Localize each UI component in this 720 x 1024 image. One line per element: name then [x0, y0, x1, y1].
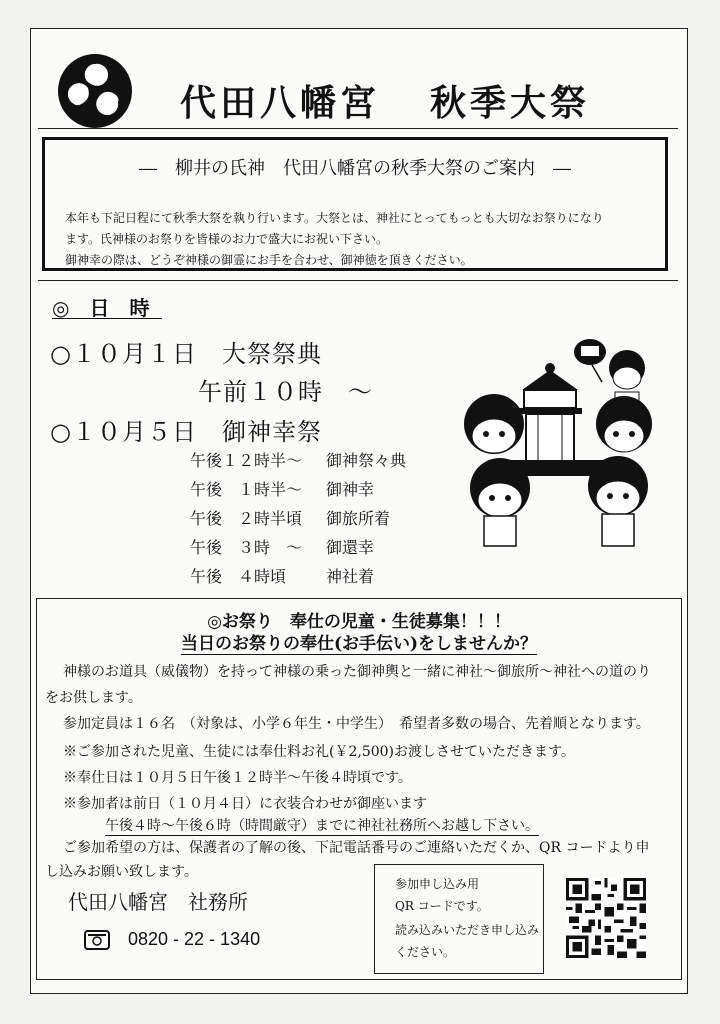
schedule-label: 御神祭々典 [326, 451, 407, 470]
recruitment-subtitle-text: 当日のお祭りの奉仕(お手伝い)をしませんか？ [180, 634, 538, 654]
schedule-time: 午後１２時半～ [190, 451, 303, 470]
event-2-title: ○１０月５日 御神幸祭 [50, 418, 322, 446]
schedule-heading-underline [52, 318, 162, 319]
intro-divider [38, 280, 678, 281]
office-name: 代田八幡宮 社務所 [68, 890, 248, 914]
qr-code-icon[interactable] [566, 878, 646, 962]
schedule-row [190, 506, 406, 535]
schedule-label: 神社着 [326, 567, 375, 586]
apply-instructions-2: し込みお願い致します。 [45, 864, 198, 880]
qr-note-box [374, 864, 544, 974]
note-fitting: ※参加者は前日（１０月４日）に衣装合わせが御座います [63, 796, 427, 812]
schedule-label: 御旅所着 [326, 509, 391, 528]
qr-note-line-3: 読み込みいただき申し込み [395, 923, 540, 937]
schedule-label: 御神幸 [326, 480, 375, 499]
procession-schedule [190, 448, 406, 593]
intro-body [65, 208, 655, 271]
schedule-row [190, 564, 406, 593]
intro-line-3: 御神幸の際は、どうぞ神様の御霊にお手を合わせ、御神徳を頂きください。 [65, 253, 473, 267]
event-1-title: ○１０月１日 大祭祭典 [50, 340, 322, 368]
mitsudomoe-crest-icon [56, 52, 134, 134]
schedule-row [190, 535, 406, 564]
title-festival-name: 秋季大祭 [430, 82, 591, 124]
recruitment-capacity: 参加定員は１６名 （対象は、小学６年生・中学生） 希望者多数の場合、先着順となります。 [63, 716, 650, 732]
recruitment-desc-1: 神様のお道具（威儀物）を持って神様の乗った御神輿と一緒に神社～御旅所～神社への道のり [63, 664, 651, 680]
schedule-time: 午後 ２時半頃 [190, 509, 303, 528]
intro-line-1: 本年も下記日程にて秋季大祭を執り行います。大祭とは、神社にとってもっとも大切なお祭りになり [65, 211, 604, 225]
qr-note-line-1: 参加申し込み用 [395, 877, 480, 891]
note-fitting-time: 午後４時～午後６時（時間厳守）までに神社社務所へお越し下さい。 [105, 815, 539, 836]
schedule-heading: ◎ 日 時 [52, 296, 150, 320]
title-shrine-name: 代田八幡宮 [180, 82, 381, 124]
intro-box [42, 137, 668, 271]
event-1-time: 午前１０時 ～ [198, 378, 373, 406]
schedule-label: 御還幸 [326, 538, 375, 557]
phone-number: 0820 - 22 - 1340 [128, 929, 261, 949]
mikoshi-children-illustration [452, 330, 667, 555]
qr-note-line-2: QR コードです。 [395, 899, 489, 913]
note-service-date: ※奉仕日は１０月５日午後１２時半～午後４時頃です。 [63, 770, 412, 786]
header-divider [38, 128, 678, 129]
recruitment-title: ◎お祭り 奉仕の児童・生徒募集！！！ [207, 612, 511, 632]
page-title [180, 75, 590, 126]
schedule-time: 午後 ３時 ～ [190, 538, 303, 557]
recruitment-desc-2: をお供します。 [45, 690, 142, 706]
apply-instructions-1: ご参加希望の方は、保護者の了解の後、下記電話番号のご連絡いただくか、QR コードより申 [63, 840, 650, 856]
schedule-time: 午後 １時半～ [190, 480, 303, 499]
intro-line-2: ます。氏神様のお祭りを皆様のお力で盛大にお祝い下さい。 [65, 232, 389, 246]
note-reward: ※ご参加された児童、生徒には奉仕料お礼(￥2,500)お渡しさせていただきます。 [63, 744, 575, 760]
schedule-row [190, 477, 406, 506]
intro-title: ― 柳井の氏神 代田八幡宮の秋季大祭のご案内 ― [139, 158, 571, 179]
telephone-icon [84, 929, 110, 955]
schedule-time: 午後 ４時頃 [190, 567, 287, 586]
qr-note-line-4: ください。 [395, 945, 456, 959]
schedule-row [190, 448, 406, 477]
recruitment-subtitle [37, 629, 681, 654]
